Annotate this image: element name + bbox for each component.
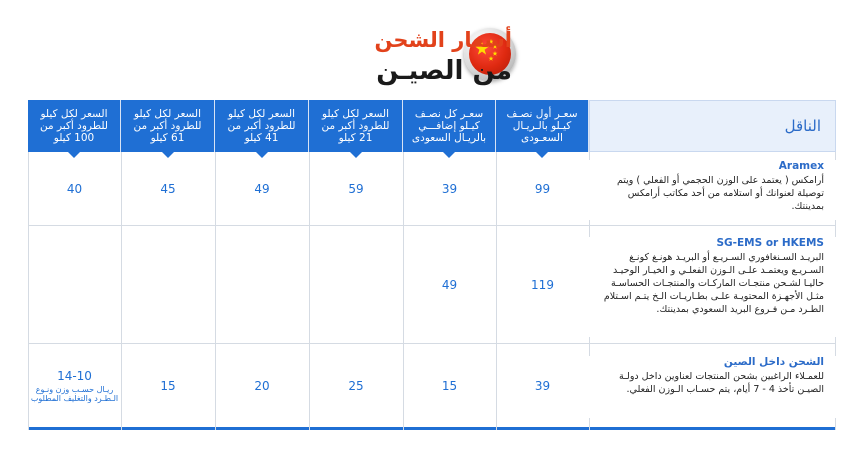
price-range: 14-10 [57, 369, 92, 383]
price-cell: 99 [534, 182, 551, 196]
price-cell: 40 [66, 182, 83, 196]
carrier-aramex [589, 160, 836, 220]
price-cell: 119 [531, 278, 554, 292]
price-cell [215, 226, 309, 344]
column-header-over-41: السعر لكل كيلو للطرود أكبر من 41 كيلو [215, 100, 309, 152]
page-header [0, 14, 862, 94]
price-cell [309, 226, 403, 344]
price-cell: 15 [441, 379, 458, 393]
column-header-over-100: السعر لكل كيلو للطرود أكبر من 100 كيلو [28, 100, 121, 152]
column-header-first-half-kg: سعـر أول نصـف كيـلو بالـريـال السعـودى [496, 100, 589, 152]
price-cell [28, 226, 121, 344]
price-cell: 49 [254, 182, 270, 196]
price-cell: 15 [160, 379, 176, 393]
price-cell: 59 [348, 182, 364, 196]
price-note: ريـال حسـب وزن ونـوع الـطـرد والتغليف المطلوب [30, 385, 119, 403]
carrier-name: Aramex [778, 160, 824, 172]
carrier-china-domestic [589, 356, 836, 418]
price-cell: 20 [254, 379, 270, 393]
column-header-over-21: السعر لكل كيلو للطرود أكبر من 21 كيلو [309, 100, 403, 152]
column-header-additional-half-kg: سعـر كل نصـف كيـلو إضافـــي بالريـال السعودى [403, 100, 496, 152]
price-cell [121, 226, 215, 344]
price-cell: 49 [441, 278, 458, 292]
carrier-name: الشحن داخل الصين [723, 356, 824, 368]
price-cell: 39 [441, 182, 458, 196]
price-cell: 39 [534, 379, 551, 393]
carrier-name: SG-EMS or HKEMS [716, 237, 824, 249]
page-title: أسعار الشحن [374, 28, 512, 52]
carrier-description: البريـد السـنغافوري السـريـع أو البريـد هونـغ كونـغ السـريـع ويعتمـد علـى الـوزن الفعلـي و الخيـار الوحيـد حاليـا لشـحن منتجـات الماركـات والمنتجـات الحساسـة مثـل الأجهـزة المحتويـة علـى بطـاريـات الـخ يتـم اسـتلام الطـرد مـن فـروع البريد السعودي بمدينتك. [603, 252, 824, 315]
page-subtitle: من الصيـن [376, 56, 512, 86]
column-header-carrier: الناقل [589, 100, 836, 152]
price-cell: 45 [160, 182, 176, 196]
carrier-sg-ems [589, 237, 836, 337]
price-cell [28, 344, 121, 428]
carrier-description: للعمـلاء الراغبين بشحن المنتجات لعناوين داخل دولـة الصيـن تأخذ 4 - 7 أيام، يتم حسـاب الـوزن الفعلي. [619, 371, 824, 395]
carrier-description: أرامكس ( يعتمد على الوزن الحجمي أو الفعلي ) ويتم توصيلة لعنوانك أو استلامه من أحد مكاتب أرامكس بمدينتك. [616, 175, 824, 212]
column-header-over-61: السعر لكل كيلو للطرود أكبر من 61 كيلو [121, 100, 215, 152]
price-cell: 25 [348, 379, 364, 393]
shipping-rates-table [28, 100, 836, 430]
